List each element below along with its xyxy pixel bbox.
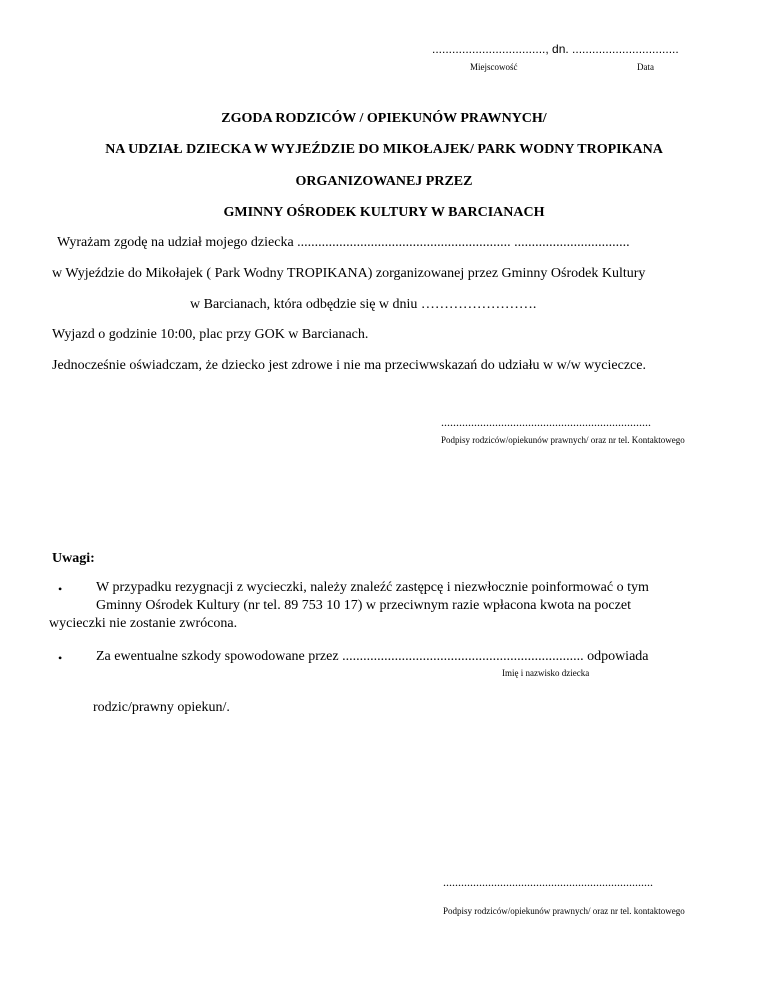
title-line-3: ORGANIZOWANEJ PRZEZ bbox=[295, 174, 473, 189]
signature-caption-1: Podpisy rodziców/opiekunów prawnych/ oraz nr tel. Kontaktowego bbox=[441, 435, 685, 445]
date-label: Data bbox=[637, 62, 654, 72]
place-label: Miejscowość bbox=[470, 62, 518, 72]
note-1-line-1: W przypadku rezygnacji z wycieczki, należy znaleźć zastępcę i niezwłocznie poinformować o tym bbox=[96, 580, 649, 595]
child-name-caption: Imię i nazwisko dziecka bbox=[502, 668, 590, 678]
note-2-line-2: rodzic/prawny opiekun/. bbox=[93, 700, 230, 715]
signature-line-2: ...................................................................... bbox=[443, 875, 653, 889]
bullet-icon: • bbox=[58, 651, 63, 665]
signature-caption-2: Podpisy rodziców/opiekunów prawnych/ oraz nr tel. kontaktowego bbox=[443, 906, 685, 916]
consent-line-1: Wyrażam zgodę na udział mojego dziecka ............................................................. ................................. bbox=[57, 235, 630, 250]
title-line-2: NA UDZIAŁ DZIECKA W WYJEŹDZIE DO MIKOŁAJEK/ PARK WODNY TROPIKANA bbox=[105, 142, 663, 157]
bullet-icon: • bbox=[58, 582, 63, 596]
title-line-4: GMINNY OŚRODEK KULTURY W BARCIANACH bbox=[223, 205, 545, 220]
departure-info: Wyjazd o godzinie 10:00, plac przy GOK w Barcianach. bbox=[52, 327, 369, 342]
notes-heading: Uwagi: bbox=[52, 551, 95, 566]
signature-line-1: ...................................................................... bbox=[441, 415, 651, 429]
consent-line-2: w Wyjeździe do Mikołajek ( Park Wodny TROPIKANA) zorganizowanej przez Gminny Ośrodek Kultury bbox=[52, 266, 646, 281]
note-2-line-1: Za ewentualne szkody spowodowane przez ..................................................................... odpowiada bbox=[96, 649, 649, 664]
note-1-line-2: Gminny Ośrodek Kultury (nr tel. 89 753 10 17) w przeciwnym razie wpłacona kwota na poczet bbox=[96, 598, 631, 613]
note-1-line-3: wycieczki nie zostanie zwrócona. bbox=[49, 616, 238, 631]
title-line-1: ZGODA RODZICÓW / OPIEKUNÓW PRAWNYCH/ bbox=[221, 111, 547, 126]
consent-line-3: w Barcianach, która odbędzie się w dniu ……………………. bbox=[190, 297, 537, 312]
health-declaration: Jednocześnie oświadczam, że dziecko jest zdrowe i nie ma przeciwwskazań do udziału w w/w wycieczce. bbox=[52, 358, 646, 373]
place-date-line: .................................., dn. ................................ bbox=[432, 42, 679, 56]
